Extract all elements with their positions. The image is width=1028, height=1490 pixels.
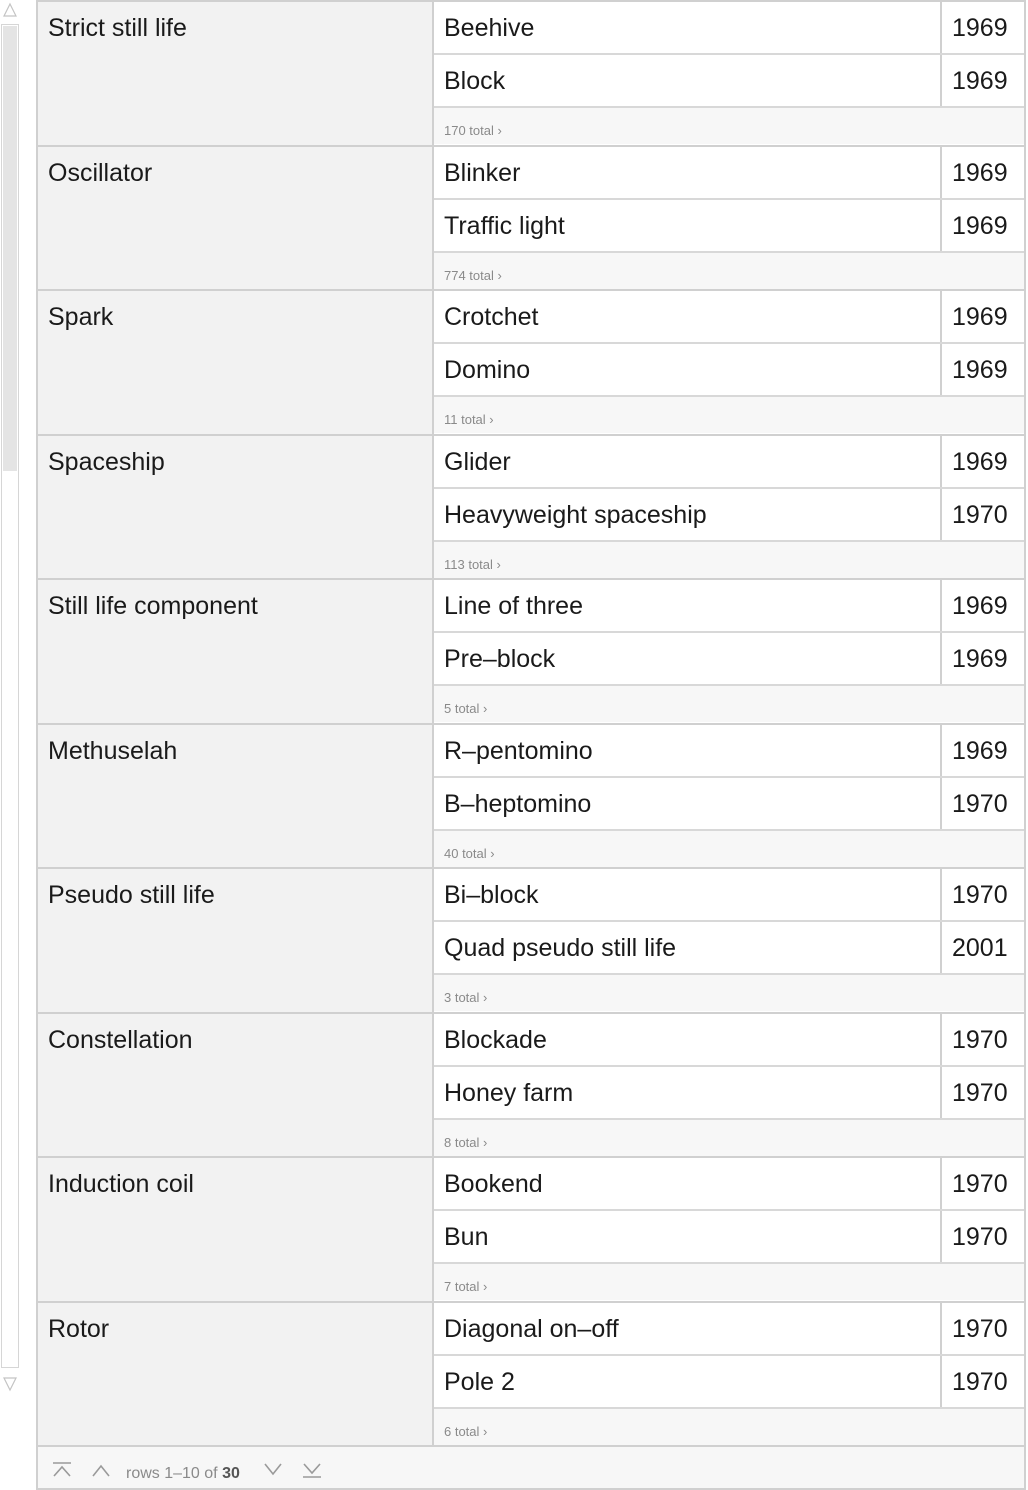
- next-page-icon[interactable]: [262, 1461, 284, 1479]
- previous-page-icon[interactable]: [90, 1461, 112, 1479]
- year-cell: [940, 1158, 1024, 1209]
- table-row[interactable]: [434, 633, 1024, 686]
- category-group: [38, 291, 1024, 436]
- item-name: Diagonal on–off: [444, 1314, 619, 1343]
- total-row: [434, 686, 1024, 722]
- year-cell: [940, 436, 1024, 487]
- total-count-link[interactable]: 8 total ›: [444, 1134, 488, 1150]
- item-name: Line of three: [444, 592, 583, 620]
- category-cell: [38, 1303, 434, 1446]
- year-cell: [940, 1014, 1024, 1065]
- total-row: [434, 1120, 1024, 1156]
- total-count-link[interactable]: 170 total ›: [444, 123, 502, 138]
- total-row: [434, 975, 1024, 1011]
- category-label: Spark: [48, 303, 114, 331]
- category-label: Constellation: [48, 1025, 193, 1054]
- item-name: Blinker: [444, 158, 521, 187]
- category-cell: [38, 2, 434, 145]
- year-value: 1969: [952, 447, 1008, 476]
- table-row[interactable]: [434, 1303, 1024, 1356]
- year-value: 1969: [952, 356, 1008, 384]
- table-row[interactable]: [434, 200, 1024, 253]
- item-name: Honey farm: [444, 1078, 574, 1107]
- year-value: 1970: [952, 1367, 1008, 1396]
- year-cell: [940, 633, 1024, 684]
- year-value: 1969: [952, 736, 1008, 765]
- pager-bar: [38, 1447, 1024, 1488]
- year-cell: [940, 1303, 1024, 1354]
- table-row[interactable]: [434, 291, 1024, 344]
- year-cell: [940, 1356, 1024, 1407]
- item-name: Heavyweight spaceship: [444, 500, 707, 529]
- vertical-scrollbar[interactable]: [0, 0, 22, 1400]
- item-name: Crotchet: [444, 303, 539, 331]
- year-value: 1970: [952, 1170, 1008, 1198]
- item-name: Pole 2: [444, 1367, 515, 1396]
- year-cell: [940, 725, 1024, 776]
- total-count-link[interactable]: 113 total ›: [444, 556, 501, 572]
- year-value: 1969: [952, 645, 1008, 673]
- category-label: Still life component: [48, 592, 258, 620]
- total-count-link[interactable]: 40 total ›: [444, 845, 495, 861]
- total-row: [434, 1264, 1024, 1300]
- category-label: Strict still life: [48, 14, 187, 42]
- total-row: [434, 831, 1024, 867]
- total-count-link[interactable]: 3 total ›: [444, 990, 488, 1005]
- total-row: [434, 397, 1024, 433]
- table-row[interactable]: [434, 1067, 1024, 1120]
- year-cell: [940, 55, 1024, 106]
- table-row[interactable]: [434, 1158, 1024, 1211]
- item-name: Glider: [444, 447, 511, 476]
- total-count-link[interactable]: 5 total ›: [444, 701, 488, 716]
- table-row[interactable]: [434, 580, 1024, 633]
- category-cell: [38, 436, 434, 579]
- year-cell: [940, 869, 1024, 920]
- category-cell: [38, 147, 434, 290]
- category-cell: [38, 580, 434, 723]
- item-name: Quad pseudo still life: [444, 934, 677, 962]
- category-group: [38, 1303, 1024, 1448]
- category-group: [38, 147, 1024, 292]
- total-count-link[interactable]: 11 total ›: [444, 412, 494, 427]
- table-row[interactable]: [434, 922, 1024, 975]
- category-group: [38, 1158, 1024, 1303]
- year-cell: [940, 922, 1024, 973]
- year-cell: [940, 580, 1024, 631]
- total-count-link[interactable]: 774 total ›: [444, 267, 502, 283]
- year-value: 1969: [952, 67, 1008, 95]
- category-cell: [38, 869, 434, 1012]
- year-value: 1969: [952, 592, 1008, 620]
- table-row[interactable]: [434, 778, 1024, 831]
- year-cell: [940, 489, 1024, 540]
- table-row[interactable]: [434, 725, 1024, 778]
- year-cell: [940, 291, 1024, 342]
- year-cell: [940, 1211, 1024, 1262]
- year-cell: [940, 778, 1024, 829]
- table-row[interactable]: [434, 2, 1024, 55]
- scroll-down-arrow-icon[interactable]: [2, 1376, 18, 1392]
- item-name: Bun: [444, 1223, 489, 1251]
- year-cell: [940, 1067, 1024, 1118]
- item-name: Domino: [444, 356, 531, 384]
- year-value: 1969: [952, 211, 1008, 240]
- table-row[interactable]: [434, 489, 1024, 542]
- year-value: 1970: [952, 1025, 1008, 1054]
- scrollbar-track[interactable]: [1, 24, 19, 1368]
- table-row[interactable]: [434, 1014, 1024, 1067]
- year-value: 1970: [952, 881, 1008, 909]
- item-name: Block: [444, 67, 506, 95]
- total-row: [434, 1409, 1024, 1445]
- item-name: Traffic light: [444, 211, 565, 240]
- table-row[interactable]: [434, 1356, 1024, 1409]
- total-row: [434, 253, 1024, 289]
- category-label: Pseudo still life: [48, 881, 215, 909]
- year-value: 1970: [952, 1223, 1008, 1251]
- total-count-link[interactable]: 6 total ›: [444, 1423, 488, 1439]
- year-value: 1970: [952, 1078, 1008, 1107]
- item-name: Beehive: [444, 14, 535, 42]
- category-label: Oscillator: [48, 158, 153, 187]
- table-row[interactable]: [434, 147, 1024, 200]
- category-cell: [38, 1158, 434, 1301]
- category-cell: [38, 725, 434, 868]
- scrollbar-thumb[interactable]: [3, 26, 17, 471]
- table-row[interactable]: [434, 344, 1024, 397]
- year-cell: [940, 200, 1024, 251]
- category-label: Rotor: [48, 1314, 110, 1343]
- year-value: 2001: [952, 934, 1008, 962]
- scroll-up-arrow-icon[interactable]: [2, 2, 18, 18]
- item-name: Blockade: [444, 1025, 547, 1054]
- year-cell: [940, 344, 1024, 395]
- category-label: Induction coil: [48, 1170, 194, 1198]
- item-name: Bi–block: [444, 881, 539, 909]
- item-name: B–heptomino: [444, 789, 592, 818]
- table-row[interactable]: [434, 1211, 1024, 1264]
- total-row: [434, 542, 1024, 578]
- category-group: [38, 1014, 1024, 1159]
- category-label: Methuselah: [48, 736, 178, 765]
- category-group: [38, 725, 1024, 870]
- table-row[interactable]: [434, 55, 1024, 108]
- table-row[interactable]: [434, 436, 1024, 489]
- year-value: 1969: [952, 158, 1008, 187]
- item-name: Pre–block: [444, 645, 556, 673]
- year-value: 1970: [952, 500, 1008, 529]
- last-page-icon[interactable]: [301, 1461, 323, 1479]
- results-table: [36, 0, 1026, 1490]
- category-group: [38, 580, 1024, 725]
- first-page-icon[interactable]: [51, 1461, 73, 1479]
- category-group: [38, 869, 1024, 1014]
- year-value: 1970: [952, 1314, 1008, 1343]
- item-name: R–pentomino: [444, 736, 593, 765]
- total-row: [434, 108, 1024, 144]
- year-cell: [940, 147, 1024, 198]
- category-label: Spaceship: [48, 447, 165, 476]
- table-row[interactable]: [434, 869, 1024, 922]
- rows-range-label: rows 1–10 of 30: [126, 1465, 240, 1482]
- total-count-link[interactable]: 7 total ›: [444, 1279, 488, 1294]
- category-cell: [38, 1014, 434, 1157]
- year-value: 1969: [952, 303, 1008, 331]
- category-cell: [38, 291, 434, 434]
- year-cell: [940, 2, 1024, 53]
- year-value: 1969: [952, 14, 1008, 42]
- category-group: [38, 2, 1024, 147]
- category-group: [38, 436, 1024, 581]
- item-name: Bookend: [444, 1170, 543, 1198]
- year-value: 1970: [952, 789, 1008, 818]
